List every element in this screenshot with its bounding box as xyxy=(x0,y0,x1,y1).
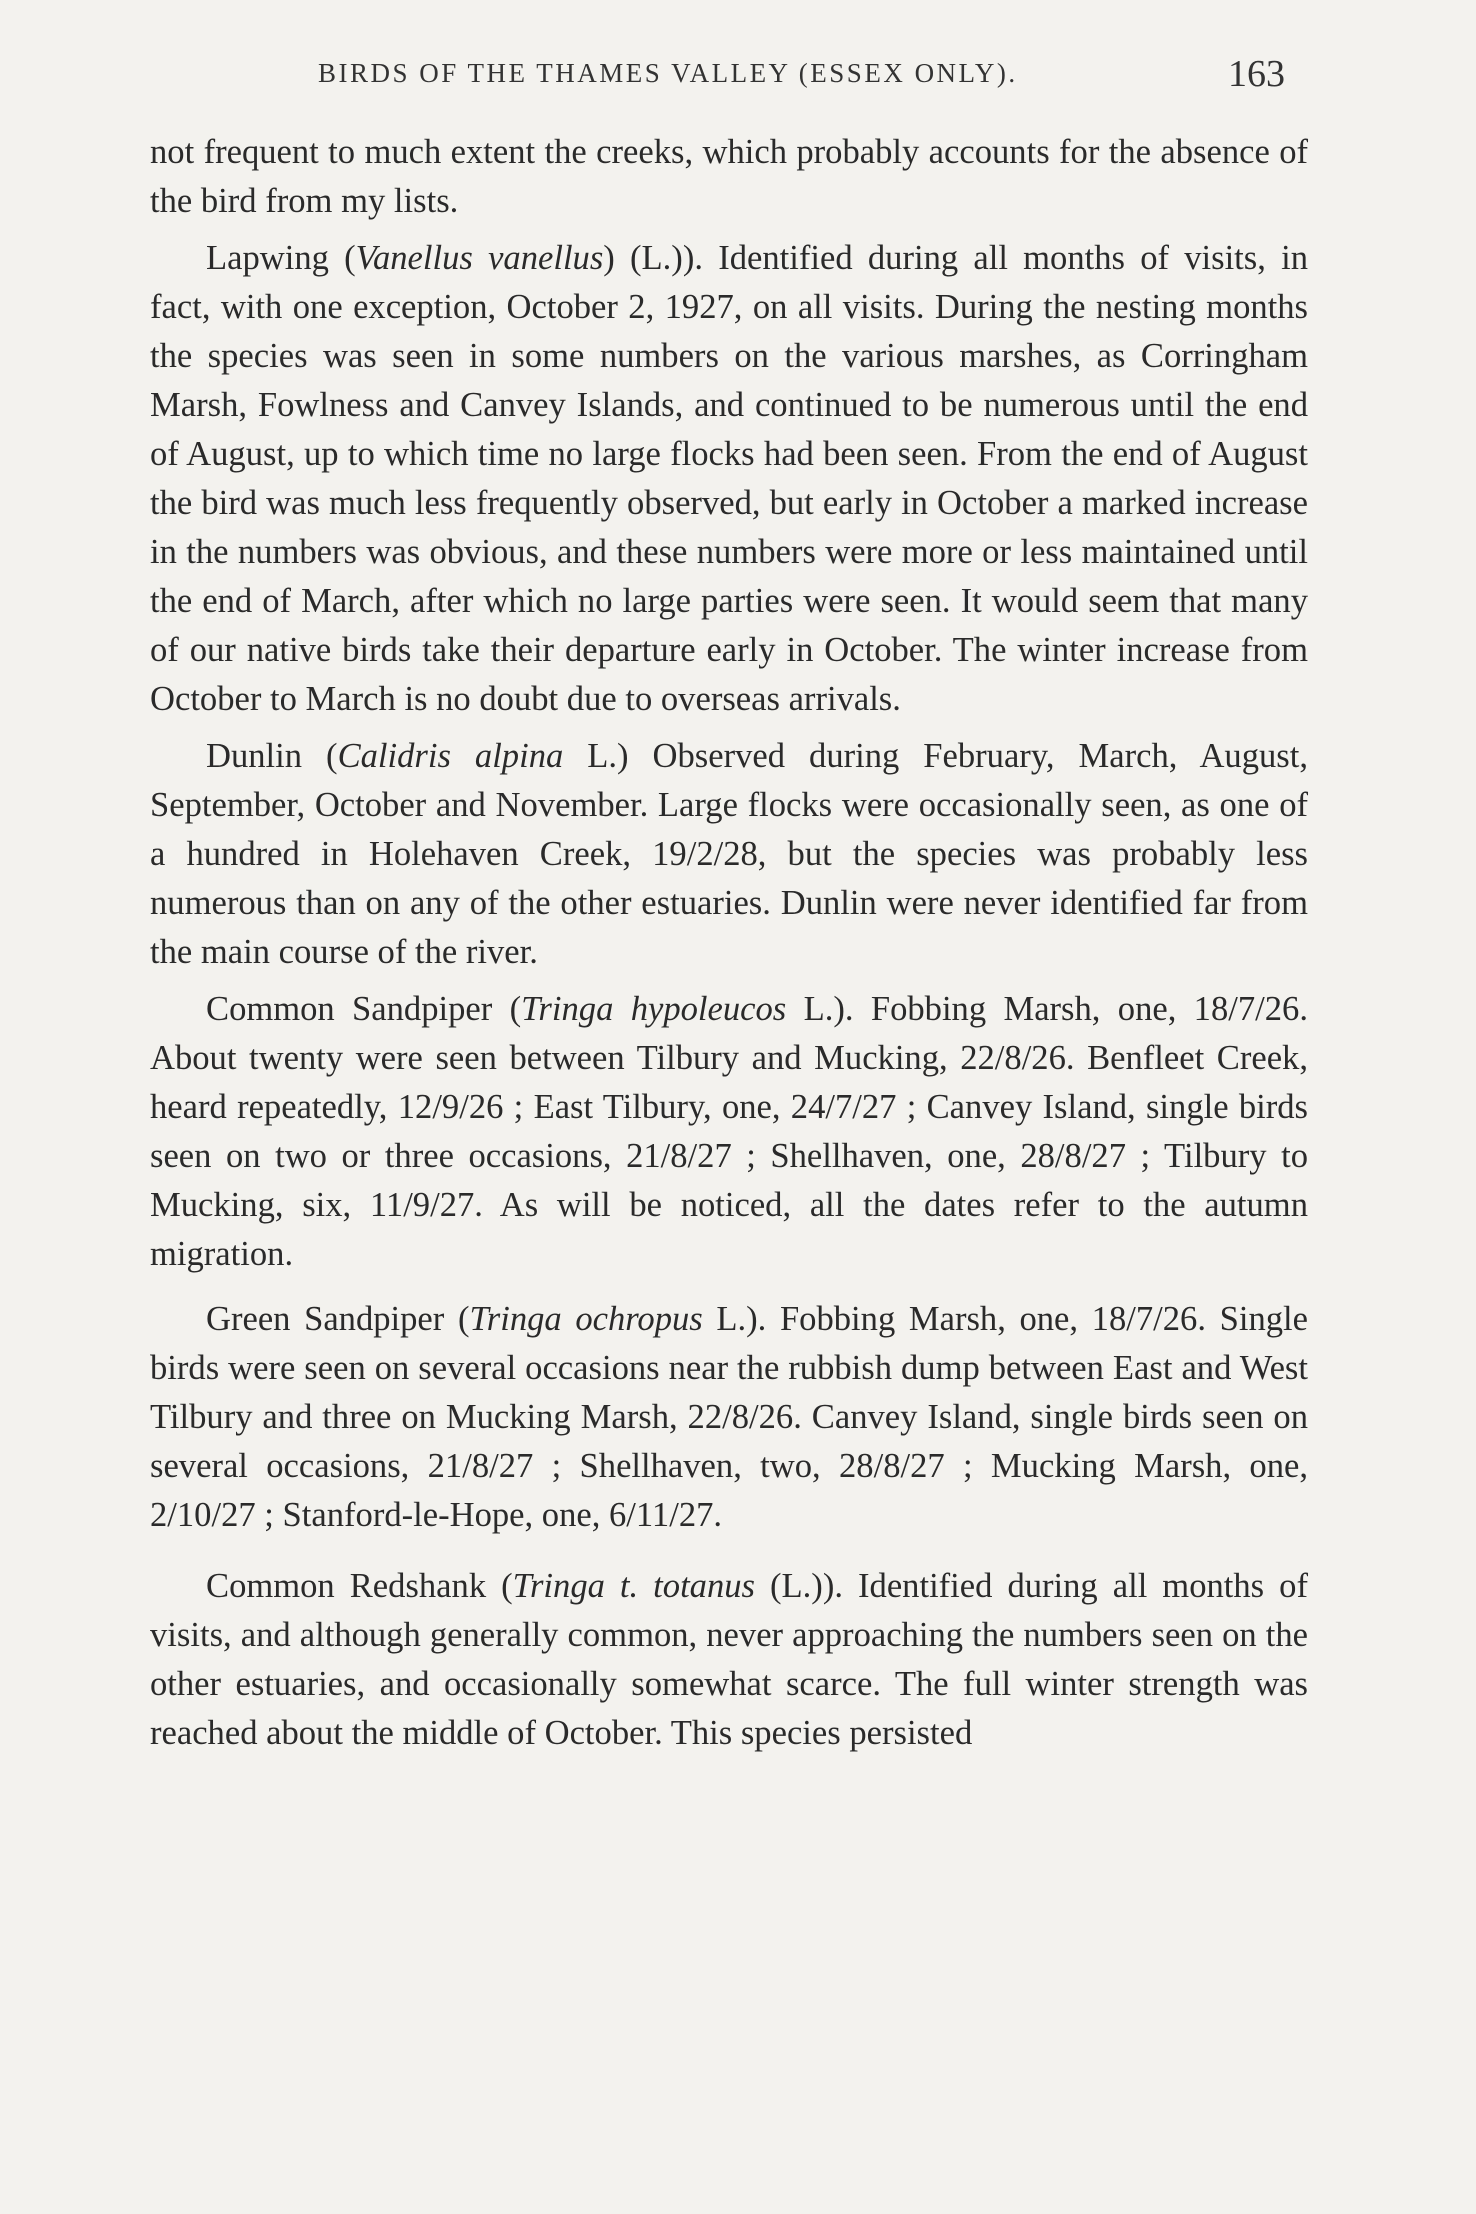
page-body xyxy=(150,128,1308,1766)
scientific-name: Vanellus vanellus xyxy=(355,239,604,277)
species-name: Green Sandpiper xyxy=(206,1300,445,1338)
page-header xyxy=(0,52,1476,112)
paragraph-text: Identified during all months of visits, in fact, with one exception, October 2, 1927, on all visits. During the nesting months the species was seen in some numbers on the various marshes, as Corringham Marsh, Fowlness and Canvey Islands, and continued to be numerous until the end of August, up to which time no large flocks had been seen. From the end of August the bird was much less frequently observed, but early in October a marked increase in the numbers was obvious, and these numbers were more or less maintained until the end of March, after which no large parties were seen. It would seem that many of our native birds take their departure early in October. The winter increase from October to March is no doubt due to overseas arrivals. xyxy=(150,239,1308,718)
paragraph-common-sandpiper xyxy=(150,985,1308,1279)
paragraph-text: Identified during all months of visits, and although generally common, never approaching the numbers seen on the other estuaries, and occasionally somewhat scarce. The full winter strength was reached about the middle of October. This species persisted xyxy=(150,1567,1308,1752)
species-name: Dunlin xyxy=(206,737,303,775)
paragraph-text: Fobbing Marsh, one, 18/7/26. Single birds were seen on several occasions near the rubbish dump between East and West Tilbury and three on Mucking Marsh, 22/8/26. Canvey Island, single birds seen on several occasions, 21/8/27 ; Shellhaven, two, 28/8/27 ; Mucking Marsh, one, 2/10/27 ; Stanford-le-Hope, one, 6/11/27. xyxy=(150,1300,1308,1534)
sci-close: (L.)). xyxy=(770,1567,843,1605)
species-name: Common Sandpiper xyxy=(206,990,493,1028)
paragraph-text: Observed during February, March, August, September, October and November. Large flocks were occasionally seen, as one of a hundred in Holehaven Creek, 19/2/28, but the species was probably less numerous than on any of the other estuaries. Dunlin were never identified far from the main course of the river. xyxy=(150,737,1308,971)
sci-open: ( xyxy=(326,737,338,775)
page-number: 163 xyxy=(1228,53,1285,95)
paragraph-continuation xyxy=(150,128,1308,226)
running-head: BIRDS OF THE THAMES VALLEY (ESSEX ONLY). xyxy=(318,58,1018,88)
paragraph-text: not frequent to much extent the creeks, which probably accounts for the absence of the bird from my lists. xyxy=(150,133,1308,220)
sci-close: L.) xyxy=(587,737,629,775)
sci-open: ( xyxy=(344,239,356,277)
paragraph-text: Fobbing Marsh, one, 18/7/26. About twenty were seen between Tilbury and Mucking, 22/8/26. Benfleet Creek, heard repeatedly, 12/9/26 ; East Tilbury, one, 24/7/27 ; Canvey Island, single birds seen on two or three occasions, 21/8/27 ; Shellhaven, one, 28/8/27 ; Tilbury to Mucking, six, 11/9/27. As will be noticed, all the dates refer to the autumn migration. xyxy=(150,990,1308,1273)
sci-close: L.). xyxy=(803,990,854,1028)
scientific-name: Calidris alpina xyxy=(337,737,564,775)
sci-open: ( xyxy=(501,1567,513,1605)
scientific-name: Tringa t. totanus xyxy=(512,1567,756,1605)
species-name: Lapwing xyxy=(206,239,329,277)
species-name: Common Redshank xyxy=(206,1567,487,1605)
paragraph-lapwing xyxy=(150,234,1308,724)
scientific-name: Tringa ochropus xyxy=(469,1300,703,1338)
sci-open: ( xyxy=(457,1300,470,1338)
sci-close: L.). xyxy=(716,1300,767,1338)
paragraph-green-sandpiper xyxy=(150,1295,1308,1540)
scientific-name: Tringa hypoleucos xyxy=(521,990,787,1028)
paragraph-dunlin xyxy=(150,732,1308,977)
sci-close: ) (L.)). xyxy=(603,239,703,277)
paragraph-common-redshank xyxy=(150,1562,1308,1758)
sci-open: ( xyxy=(509,990,522,1028)
